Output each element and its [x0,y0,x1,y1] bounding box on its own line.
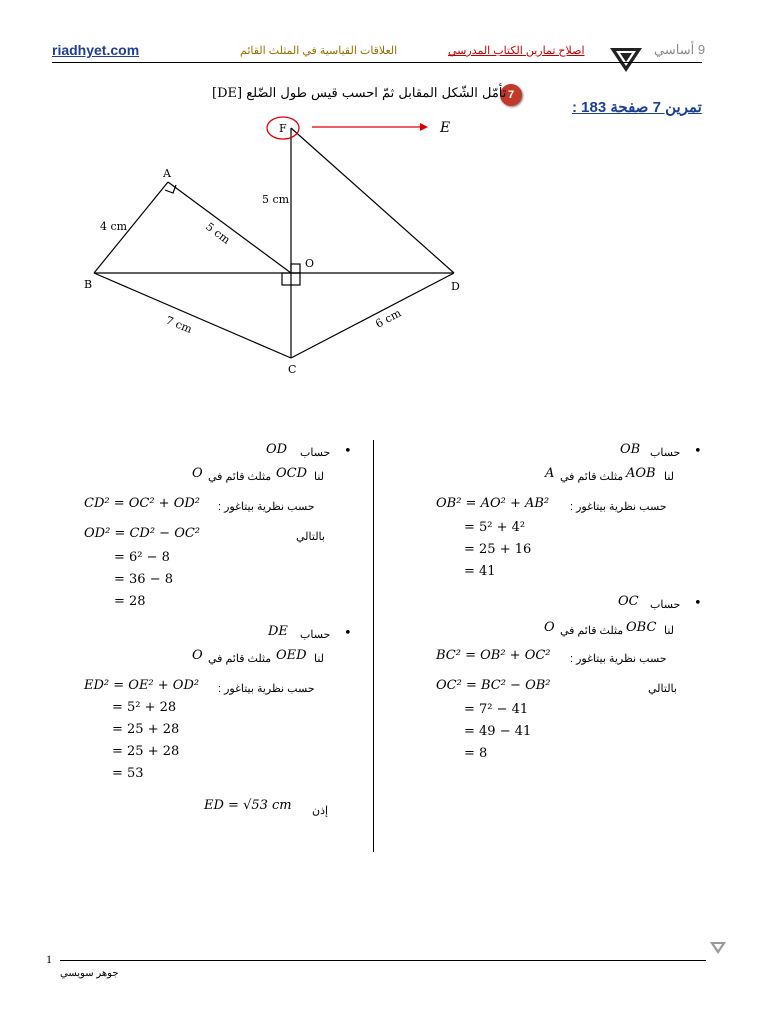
given-ar1: لنا [664,625,675,637]
label-cd: 6 cm [373,306,404,331]
exercise-number-badge: 7 [500,84,522,106]
bullet-icon: • [694,444,702,459]
header-grade: 9 أساسي [654,42,706,57]
bullet-icon: • [344,626,352,641]
exercise-instruction: تأمّل الشّكل المقابل ثمّ احسب قيس طول الضّلع [DE] [212,86,507,101]
given-ar2: مثلث قائم في [208,471,272,483]
segment-bc [94,273,291,358]
step-3: = 8 [464,746,488,761]
segment-cd [291,273,454,358]
step-1: = 6² − 8 [114,550,170,565]
right-angle-o-high [291,264,300,273]
then-math: OD² = CD² − OC² [84,526,201,541]
heading-ar: حساب [650,447,681,459]
step-2: = 49 − 41 [464,724,532,739]
step-1: = 5² + 4² [464,520,526,535]
bullet-icon: • [694,596,702,611]
label-o: O [305,257,315,270]
step-2: = 36 − 8 [114,572,173,587]
step-3: = 28 [114,594,146,609]
label-ab: 4 cm [100,220,128,233]
label-of: 5 cm [262,193,290,206]
segment-fd [291,128,454,273]
geometry-figure [0,0,768,400]
pythagoras-ar: حسب نظرية بيتاغور : [218,501,315,513]
given-ar1: لنا [664,471,675,483]
label-bc: 7 cm [163,313,194,336]
exercise-title: تمرين 7 صفحة 183 : [572,99,702,116]
given-ar2: مثلث قائم في [560,471,624,483]
header-series: اصلاح تمارين الكتاب المدرسي [448,45,585,57]
footer-author: جوهر سويسي [60,968,119,979]
label-a: A [163,167,171,180]
label-b: B [84,278,93,291]
heading-math: DE [268,624,288,639]
step-2: = 25 + 16 [464,542,532,557]
arrow-head-icon [420,123,428,131]
given-ar2: مثلث قائم في [208,653,272,665]
pythagoras-math: BC² = OB² + OC² [436,648,551,663]
step-1: = 7² − 41 [464,702,529,717]
step-3: = 25 + 28 [112,744,180,759]
given-ar1: لنا [314,653,325,665]
heading-ar: حساب [300,629,331,641]
step-2: = 25 + 28 [112,722,180,737]
diamond-logo-icon [708,938,728,958]
given-point: O [192,466,203,481]
given-math: OCD [276,466,308,481]
then-ar: بالتالي [296,531,325,543]
given-ar1: لنا [314,471,325,483]
pythagoras-ar: حسب نظرية بيتاغور : [570,501,667,513]
given-point: O [192,648,203,663]
then-math: OC² = BC² − OB² [436,678,551,693]
then-ar: بالتالي [648,683,677,695]
given-point: O [544,620,555,635]
bullet-icon: • [344,444,352,459]
column-divider [373,440,374,852]
label-c: C [288,363,297,376]
label-e: E [440,120,451,136]
given-math: OED [276,648,307,663]
pythagoras-math: OB² = AO² + AB² [436,496,550,511]
pythagoras-ar: حسب نظرية بيتاغور : [570,653,667,665]
heading-math: OD [266,442,288,457]
given-math: AOB [626,466,656,481]
footer-rule [60,960,706,961]
heading-ar: حساب [300,447,331,459]
heading-math: OB [620,442,641,457]
given-point: A [545,466,555,481]
page-number: 1 [46,952,52,966]
given-math: OBC [626,620,657,635]
pythagoras-math: ED² = OE² + OD² [84,678,200,693]
heading-ar: حساب [650,599,681,611]
label-f: F [279,122,287,135]
site-link[interactable]: riadhyet.com [52,42,140,58]
pythagoras-math: CD² = OC² + OD² [84,496,201,511]
header-subject: العلاقات القياسية في المثلث القائم [240,45,398,57]
label-d: D [451,280,460,293]
given-ar2: مثلث قائم في [560,625,624,637]
step-3: = 41 [464,564,496,579]
step-1: = 5² + 28 [112,700,177,715]
conclusion-ar: إذن [312,805,329,817]
label-ao: 5 cm [203,220,233,247]
conclusion-math: ED = √53 cm [204,798,292,813]
pythagoras-ar: حسب نظرية بيتاغور : [218,683,315,695]
step-4: = 53 [112,766,144,781]
heading-math: OC [618,594,639,609]
